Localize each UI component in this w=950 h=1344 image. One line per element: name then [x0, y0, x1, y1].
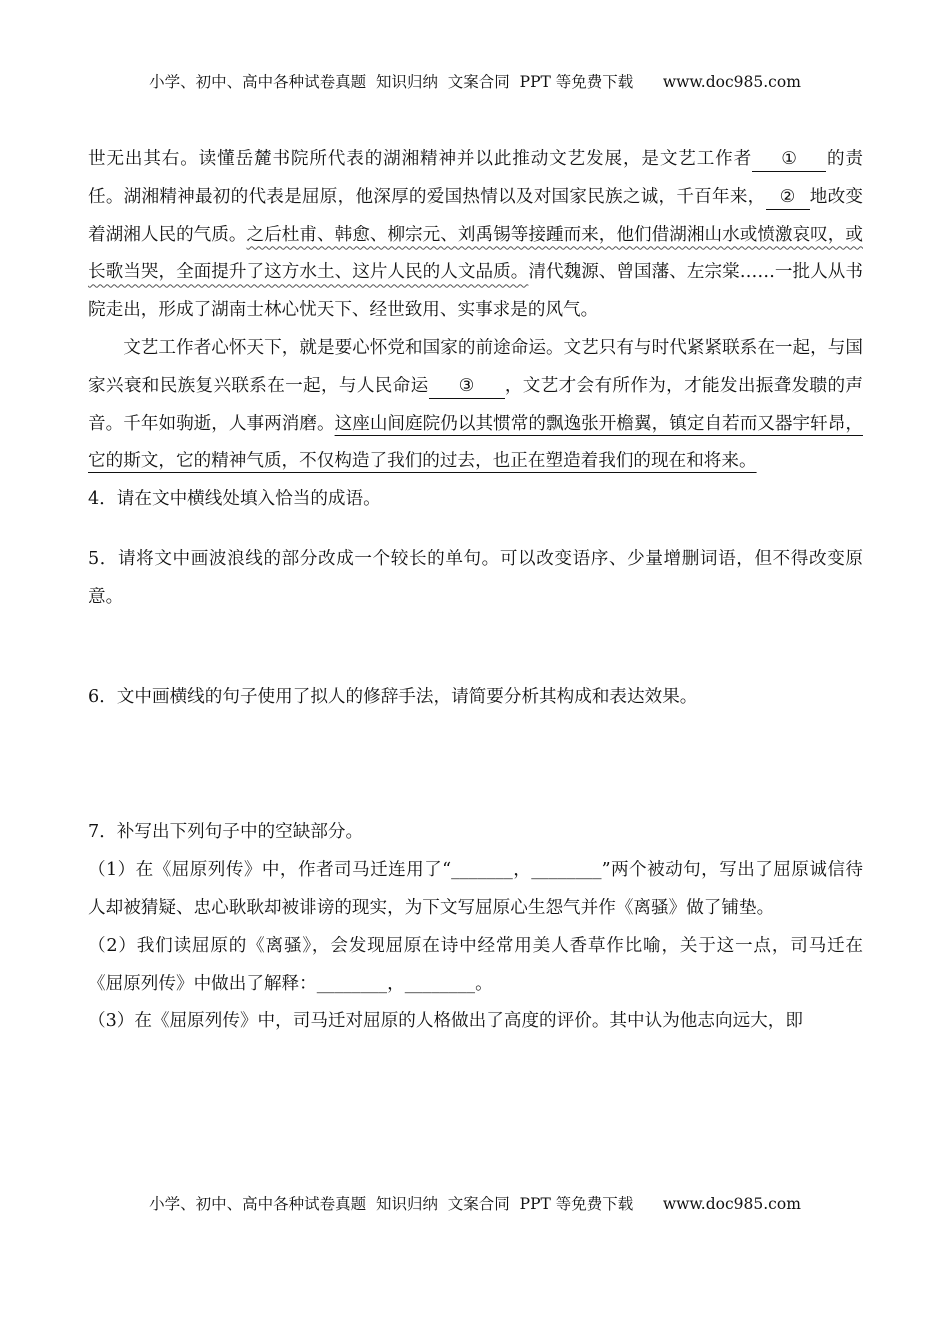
passage-text: 地改变着湖湘人民的气质。	[88, 186, 863, 245]
passage-text: 世无出其右。读懂岳麓书院所代表的湖湘精神并以此推动文艺发展，是文艺工作者	[88, 149, 753, 169]
answer-space	[88, 519, 863, 541]
page-header: 小学、初中、高中各种试卷真题 知识归纳 文案合同 PPT 等免费下载 www.doc985.com	[149, 73, 801, 91]
passage-text: 的责任。湖湘精神最初的代表是屈原，他深厚的爱国热情以及对国家民族之诚，千百年来，	[88, 149, 863, 207]
passage-text: 文艺工作者心怀天下，就是要心怀党和国家的前途命运。文艺只有与时代紧紧联系在一起，与国家兴衰和民族复兴联系在一起，与人民命运	[88, 337, 863, 396]
question-5: 5．请将文中画波浪线的部分改成一个较长的单句。可以改变语序、少量增删词语，但不得改变原意。	[88, 548, 863, 607]
answer-space	[88, 617, 863, 679]
passage-text: 清代魏源、曾国藩、左宗棠……一批人从书院走出，形成了湖南士林心忧天下、经世致用、实事求是的风气。	[88, 262, 863, 321]
fill-blank-2[interactable]: ②	[766, 185, 810, 210]
underlined-sentence: 这座山间庭院仍以其惯常的飘逸张开檐翼，镇定自若而又器宇轩昂，它的斯文，它的精神气质，不仅构造了我们的过去，也正在塑造着我们的现在和将来。	[88, 413, 863, 472]
question-4: 4．请在文中横线处填入恰当的成语。	[88, 489, 381, 510]
passage-text: ，文艺才会有所作为，才能发出振聋发聩的声音。千年如驹逝，人事两消磨。	[88, 375, 863, 434]
page-footer: 小学、初中、高中各种试卷真题 知识归纳 文案合同 PPT 等免费下载 www.doc985.com	[149, 1195, 801, 1213]
passage-paragraph-1	[88, 141, 863, 330]
question-7-title: 7．补写出下列句子中的空缺部分。	[88, 822, 364, 843]
question-6: 6．文中画横线的句子使用了拟人的修辞手法，请简要分析其构成和表达效果。	[88, 686, 698, 707]
fill-blank-3[interactable]: ③	[429, 374, 505, 399]
question-7-item-1: （1）在《屈原列传》中，作者司马迁连用了“_______，________”两个被动句，写出了屈原诚信待人却被猜疑、忠心耿耿却被诽谤的现实，为下文写屈原心生怨气并作《离骚》做了铺垫。	[88, 860, 863, 918]
passage-paragraph-2	[88, 330, 863, 481]
question-7-item-2: （2）我们读屈原的《离骚》，会发现屈原在诗中经常用美人香草作比喻，关于这一点，司马迁在《屈原列传》中做出了解释：________，________。	[88, 935, 863, 994]
fill-blank-1[interactable]: ①	[752, 147, 826, 172]
answer-space	[88, 716, 863, 814]
question-7-item-3: （3）在《屈原列传》中，司马迁对屈原的人格做出了高度的评价。其中认为他志向远大，即	[88, 1011, 803, 1032]
wavy-underlined-text: 之后杜甫、韩愈、柳宗元、刘禹锡等接踵而来，他们借湖湘山水或愤激哀叹，或长歌当哭，全面提升了这方水土、这片人民的人文品质。	[88, 224, 863, 283]
document-body	[88, 141, 863, 1041]
